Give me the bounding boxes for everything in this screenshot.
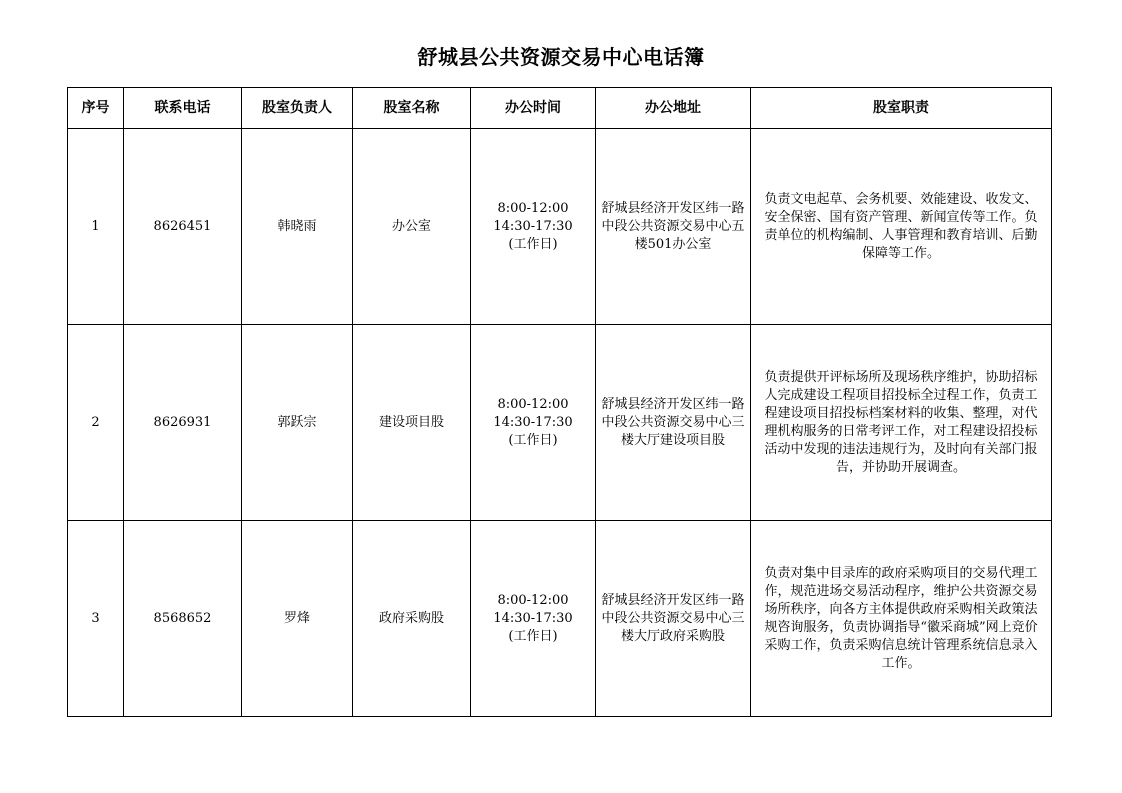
hours-afternoon: 14:30-17:30	[493, 414, 573, 430]
hours-note: (工作日)	[508, 628, 558, 644]
header-phone: 联系电话	[124, 88, 242, 129]
header-head: 股室负责人	[242, 88, 353, 129]
row-duties: 负责对集中目录库的政府采购项目的交易代理工作，规范进场交易活动程序，维护公共资源交易场所秩序，向各方主体提供政府采购相关政策法规咨询服务，负责协调指导“徽采商城”网上竞价采购工作，负责采购信息统计管理系统信息录入工作。	[751, 521, 1052, 717]
row-head: 郭跃宗	[242, 325, 353, 521]
phone-directory-table	[67, 87, 1052, 717]
row-head: 罗烽	[242, 521, 353, 717]
row-index: 2	[68, 325, 124, 521]
header-row	[68, 88, 1052, 129]
row-hours	[471, 521, 596, 717]
hours-afternoon: 14:30-17:30	[493, 218, 573, 234]
row-phone: 8626931	[124, 325, 242, 521]
row-duties: 负责提供开评标场所及现场秩序维护，协助招标人完成建设工程项目招投标全过程工作，负责工程建设项目招投标档案材料的收集、整理，对代理机构服务的日常考评工作，对工程建设招投标活动中发现的违法违规行为，及时向有关部门报告，并协助开展调查。	[751, 325, 1052, 521]
hours-morning: 8:00-12:00	[497, 200, 569, 216]
row-phone: 8568652	[124, 521, 242, 717]
row-index: 1	[68, 129, 124, 325]
row-department: 办公室	[353, 129, 471, 325]
row-head: 韩晓雨	[242, 129, 353, 325]
table-row	[68, 521, 1052, 717]
row-address: 舒城县经济开发区纬一路中段公共资源交易中心三楼大厅政府采购股	[596, 521, 751, 717]
row-department: 建设项目股	[353, 325, 471, 521]
hours-morning: 8:00-12:00	[497, 592, 569, 608]
row-duties: 负责文电起草、会务机要、效能建设、收发文、安全保密、国有资产管理、新闻宣传等工作。负责单位的机构编制、人事管理和教育培训、后勤保障等工作。	[751, 129, 1052, 325]
header-department: 股室名称	[353, 88, 471, 129]
header-duties: 股室职责	[751, 88, 1052, 129]
hours-afternoon: 14:30-17:30	[493, 610, 573, 626]
document-title: 舒城县公共资源交易中心电话簿	[417, 45, 705, 69]
row-phone: 8626451	[124, 129, 242, 325]
table-row	[68, 325, 1052, 521]
header-hours: 办公时间	[471, 88, 596, 129]
header-index: 序号	[68, 88, 124, 129]
hours-morning: 8:00-12:00	[497, 396, 569, 412]
hours-note: (工作日)	[508, 236, 558, 252]
table-row	[68, 129, 1052, 325]
row-index: 3	[68, 521, 124, 717]
row-department: 政府采购股	[353, 521, 471, 717]
row-hours	[471, 325, 596, 521]
table-header	[68, 88, 1052, 129]
row-hours	[471, 129, 596, 325]
header-address: 办公地址	[596, 88, 751, 129]
table-body	[68, 129, 1052, 717]
hours-note: (工作日)	[508, 432, 558, 448]
row-address: 舒城县经济开发区纬一路中段公共资源交易中心三楼大厅建设项目股	[596, 325, 751, 521]
row-address: 舒城县经济开发区纬一路中段公共资源交易中心五楼501办公室	[596, 129, 751, 325]
